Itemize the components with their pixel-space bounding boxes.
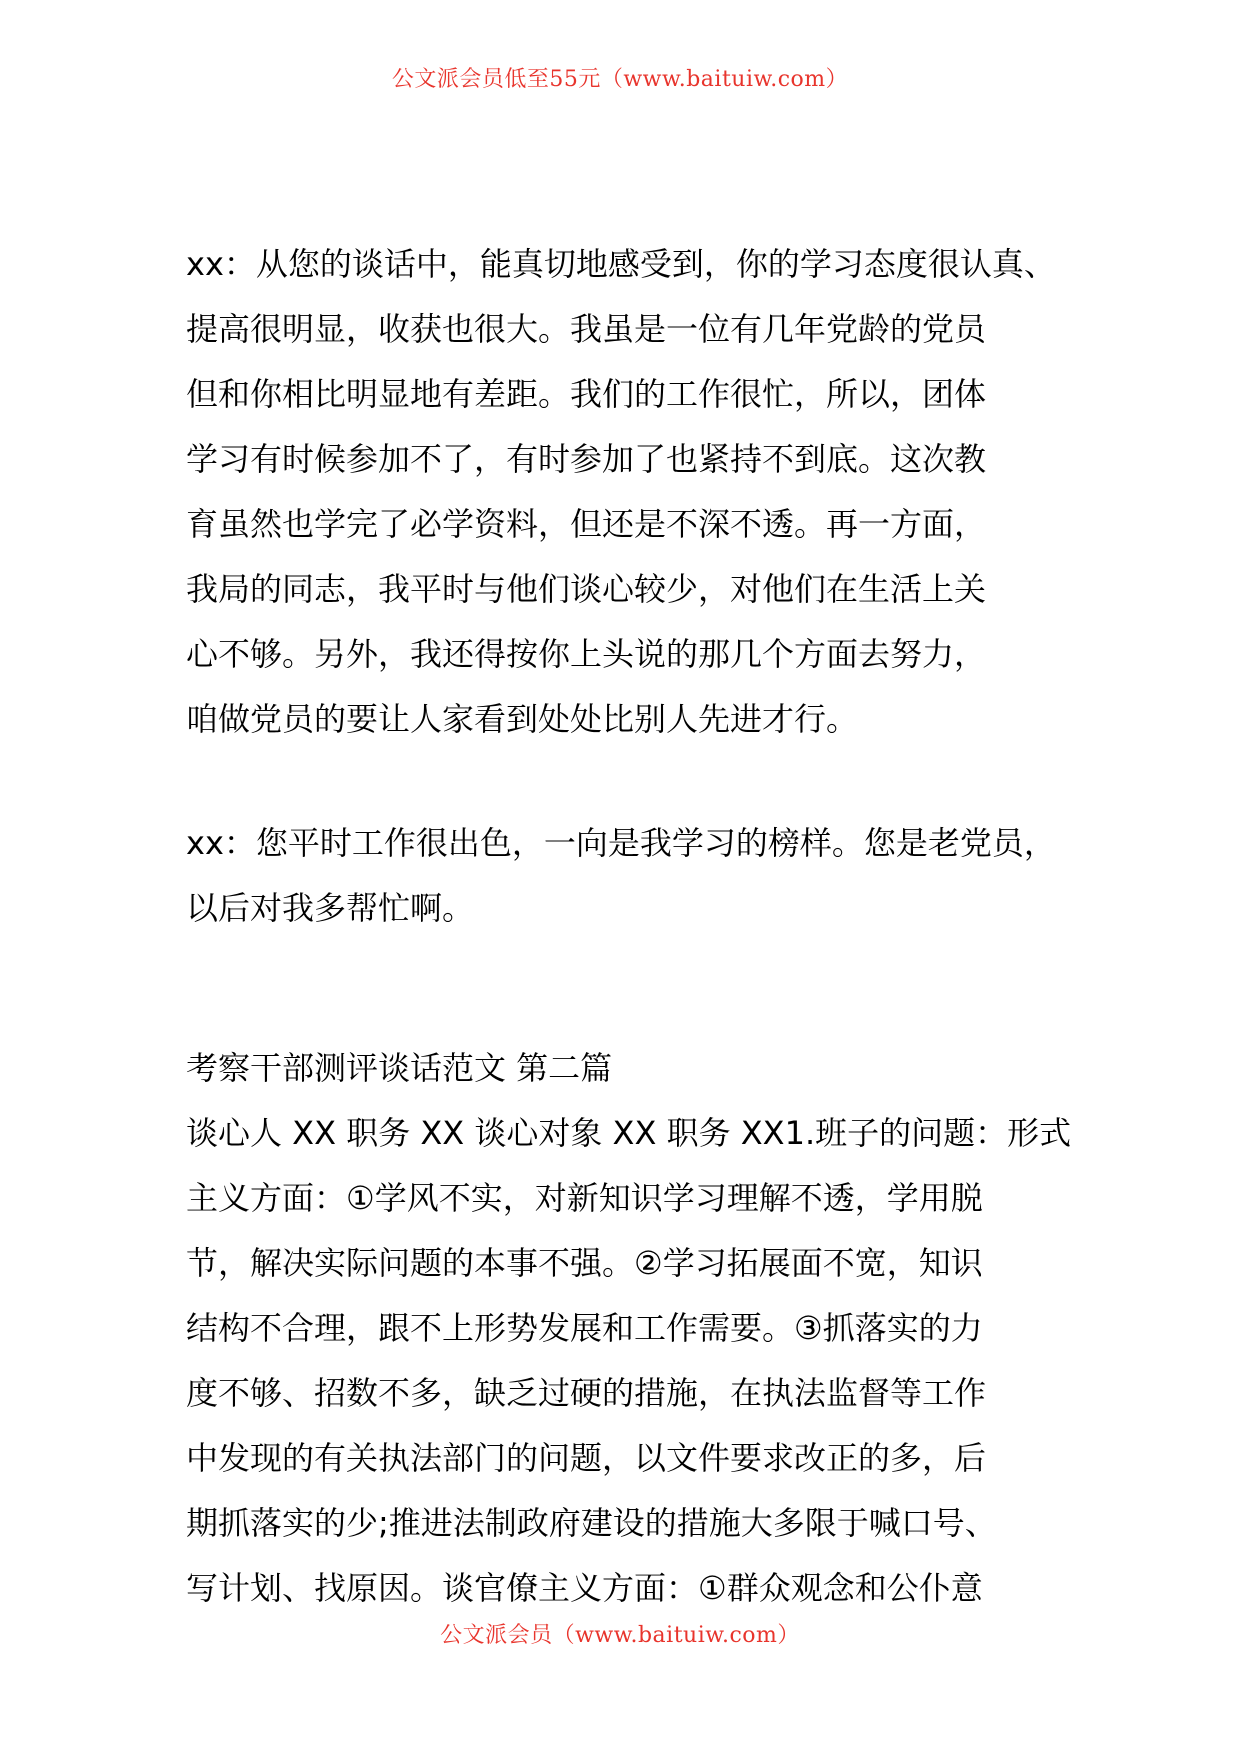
- text-line: 咱做党员的要让人家看到处处比别人先进才行。: [186, 700, 859, 738]
- text-line: 度不够、招数不多，缺乏过硬的措施，在执法监督等工作: [186, 1374, 987, 1412]
- text-line: 中发现的有关执法部门的问题，以文件要求改正的多，后: [186, 1439, 987, 1477]
- text-line: xx：从您的谈话中，能真切地感受到，你的学习态度很认真、: [186, 245, 1056, 283]
- text-line: 谈心人 XX 职务 XX 谈心对象 XX 职务 XX1.班子的问题：形式: [186, 1114, 1072, 1152]
- text-line: 期抓落实的少;推进法制政府建设的措施大多限于喊口号、: [186, 1504, 997, 1542]
- text-line: 主义方面：①学风不实，对新知识学习理解不透，学用脱: [186, 1179, 983, 1217]
- text-line: 但和你相比明显地有差距。我们的工作很忙，所以，团体: [186, 375, 987, 413]
- text-line: 育虽然也学完了必学资料，但还是不深不透。再一方面，: [186, 505, 987, 543]
- text-line: 提高很明显，收获也很大。我虽是一位有几年党龄的党员: [186, 310, 987, 348]
- text-line: 写计划、找原因。谈官僚主义方面：①群众观念和公仆意: [186, 1569, 983, 1607]
- text-line: 节，解决实际问题的本事不强。②学习拓展面不宽，知识: [186, 1244, 983, 1282]
- paragraph-3: [186, 1036, 1072, 1621]
- text-line: 学习有时候参加不了，有时参加了也紧持不到底。这次教: [186, 440, 987, 478]
- paragraph-1: [186, 232, 1066, 752]
- header-watermark-banner: 公文派会员低至55元（www.baituiw.com）: [391, 67, 849, 92]
- paragraph-2: [186, 811, 1066, 941]
- text-line: 结构不合理，跟不上形势发展和工作需要。③抓落实的力: [186, 1309, 983, 1347]
- footer-watermark-banner: 公文派会员（www.baituiw.com）: [440, 1623, 800, 1648]
- text-line: 以后对我多帮忙啊。: [186, 889, 475, 927]
- text-line: 我局的同志，我平时与他们谈心较少，对他们在生活上关: [186, 570, 987, 608]
- text-line: 心不够。另外，我还得按你上头说的那几个方面去努力，: [186, 635, 987, 673]
- text-line: xx：您平时工作很出色，一向是我学习的榜样。您是老党员，: [186, 824, 1056, 862]
- section-heading: 考察干部测评谈话范文 第二篇: [186, 1049, 613, 1087]
